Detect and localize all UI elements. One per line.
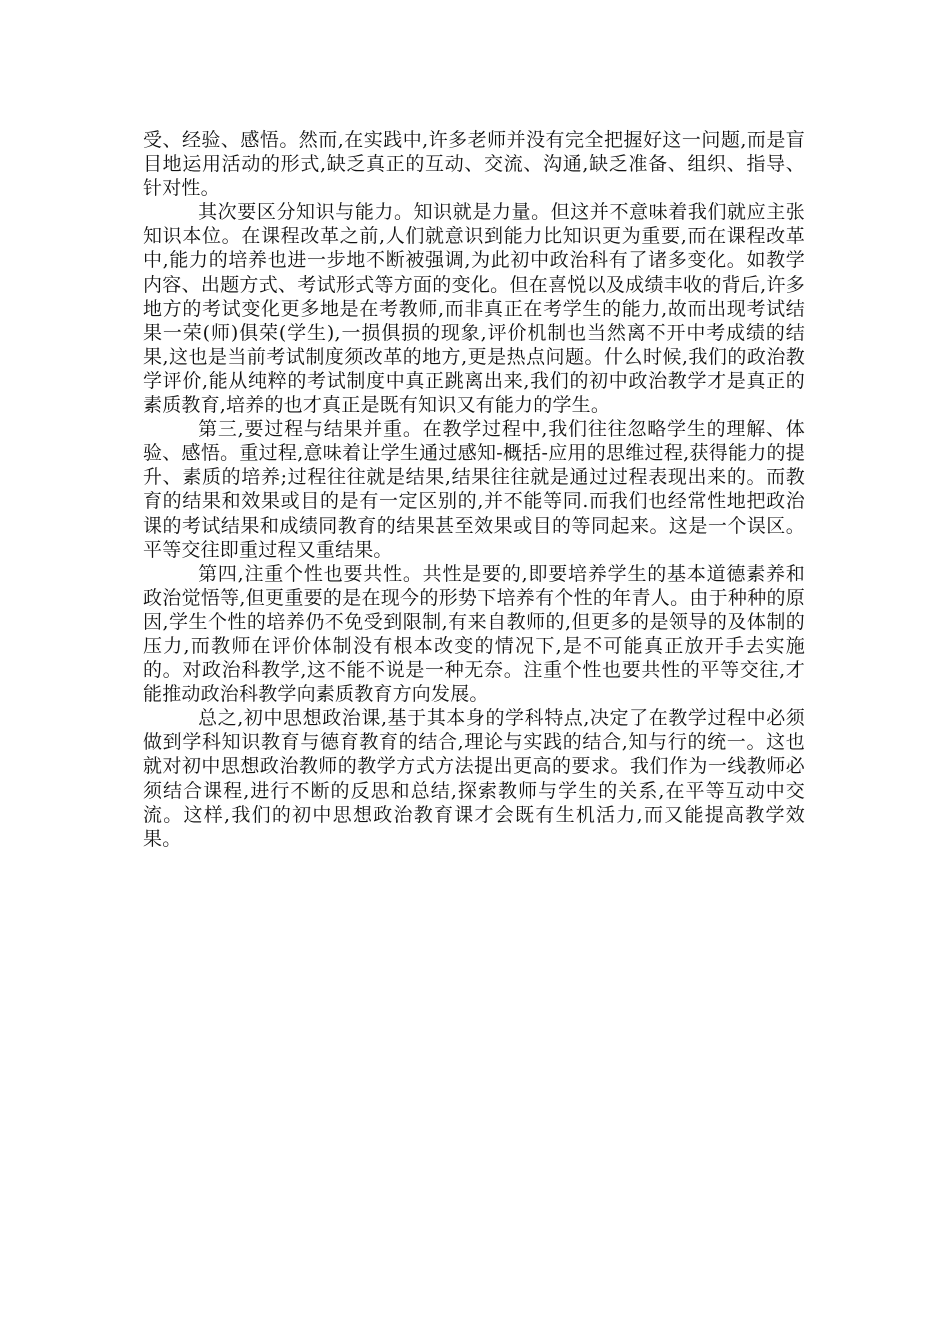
document-body	[143, 128, 805, 851]
paragraph-process-result: 第三,要过程与结果并重。在教学过程中,我们往往忽略学生的理解、体验、感悟。重过程,意味着让学生通过感知-概括-应用的思维过程,获得能力的提升、素质的培养;过程往往就是结果,结果往往就是通过过程表现出来的。而教育的结果和效果或目的是有一定区别的,并不能等同.而我们也经常性地把政治课的考试结果和成绩同教育的结果甚至效果或目的等同起来。这是一个误区。平等交往即重过程又重结果。	[143, 418, 805, 561]
paragraph-continuation: 受、经验、感悟。然而,在实践中,许多老师并没有完全把握好这一问题,而是盲目地运用活动的形式,缺乏真正的互动、交流、沟通,缺乏准备、组织、指导、针对性。	[143, 129, 805, 200]
paragraph-knowledge-ability: 其次要区分知识与能力。知识就是力量。但这并不意味着我们就应主张知识本位。在课程改革之前,人们就意识到能力比知识更为重要,而在课程改革中,能力的培养也进一步地不断被强调,为此初中政治科有了诸多变化。如教学内容、出题方式、考试形式等方面的变化。但在喜悦以及成绩丰收的背后,许多地方的考试变化更多地是在考教师,而非真正在考学生的能力,故而出现考试结果一荣(师)俱荣(学生),一损俱损的现象,评价机制也当然离不开中考成绩的结果,这也是当前考试制度须改革的地方,更是热点问题。什么时候,我们的政治教学评价,能从纯粹的考试制度中真正跳离出来,我们的初中政治教学才是真正的素质教育,培养的也才真正是既有知识又有能力的学生。	[143, 201, 805, 417]
paragraph-individuality-commonality: 第四,注重个性也要共性。共性是要的,即要培养学生的基本道德素养和政治觉悟等,但更重要的是在现今的形势下培养有个性的年青人。由于种种的原因,学生个性的培养仍不免受到限制,有来自教师的,但更多的是领导的及体制的压力,而教师在评价体制没有根本改变的情况下,是不可能真正放开手去实施的。对政治科教学,这不能不说是一种无奈。注重个性也要共性的平等交往,才能推动政治科教学向素质教育方向发展。	[143, 562, 805, 706]
paragraph-conclusion: 总之,初中思想政治课,基于其本身的学科特点,决定了在教学过程中必须做到学科知识教育与德育教育的结合,理论与实践的结合,知与行的统一。这也就对初中思想政治教师的教学方式方法提出更高的要求。我们作为一线教师必须结合课程,进行不断的反思和总结,探索教师与学生的关系,在平等互动中交流。这样,我们的初中思想政治教育课才会既有生机活力,而又能提高教学效果。	[143, 707, 805, 850]
